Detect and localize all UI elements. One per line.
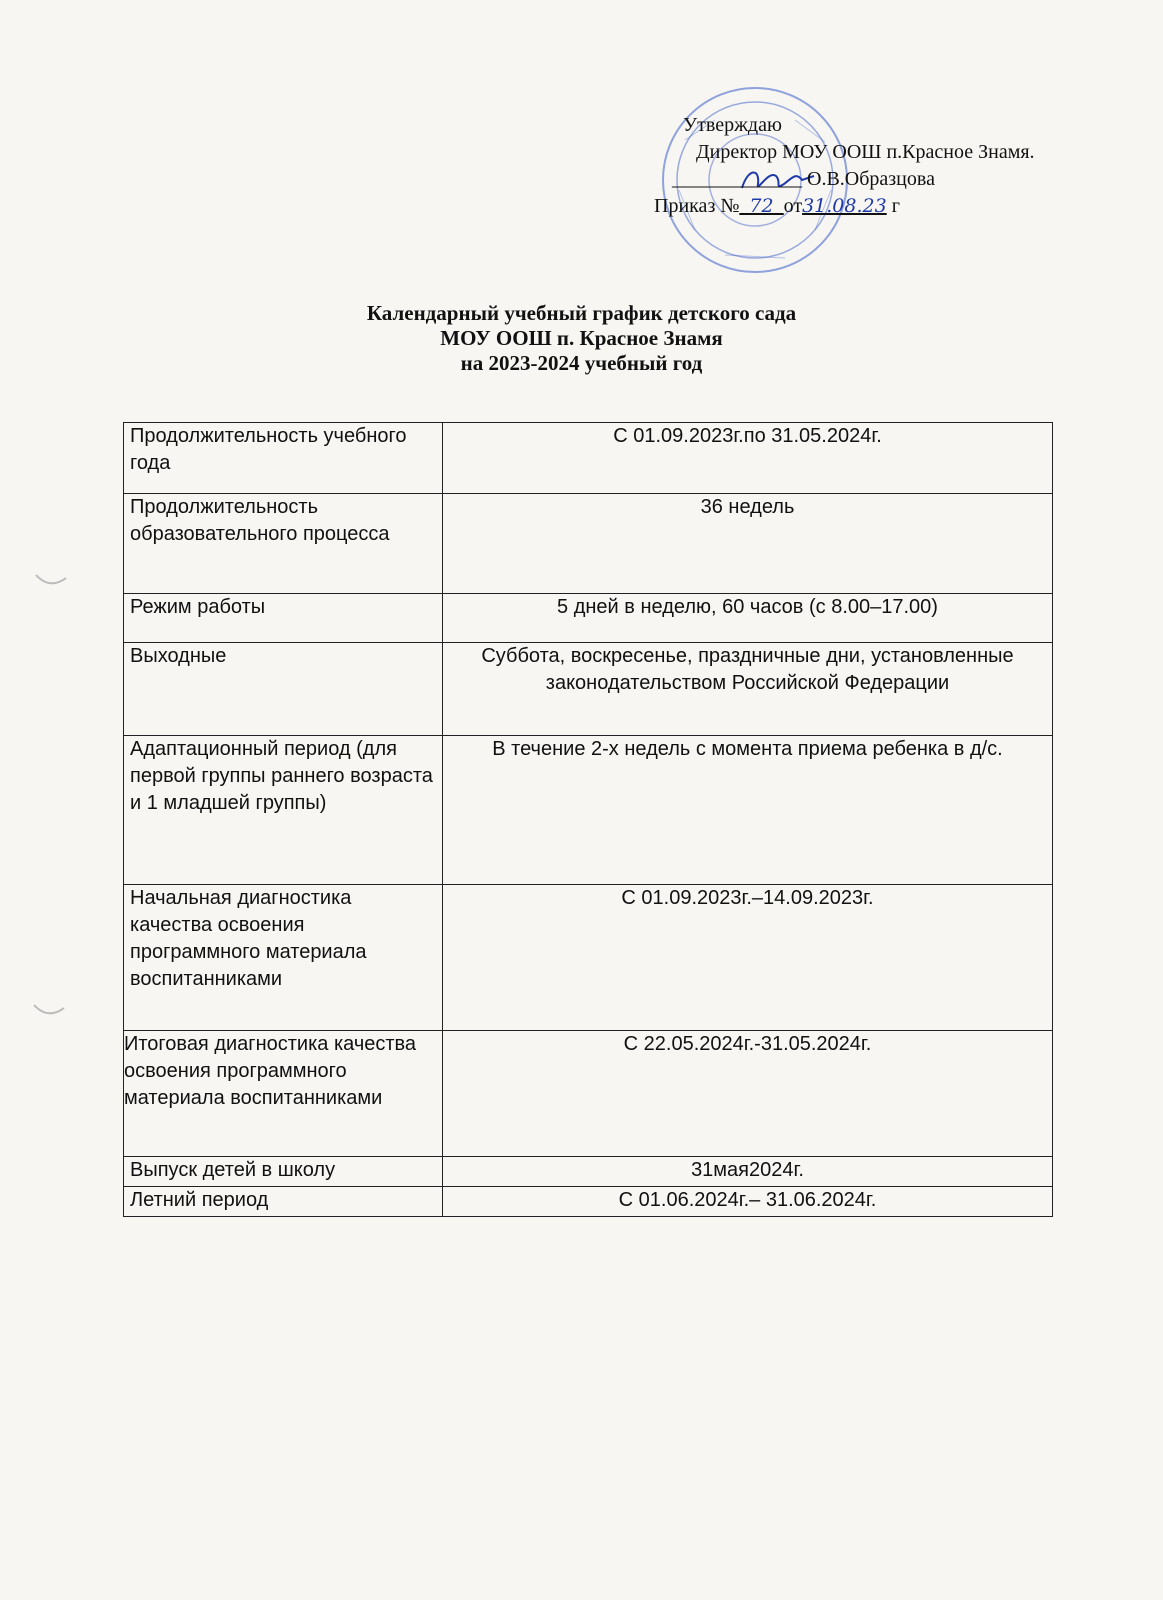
order-number: 72 — [749, 195, 774, 217]
order-suffix: г — [891, 195, 900, 217]
row-label: Итоговая диагностика качества освоения программного материала воспитанниками — [124, 1031, 443, 1157]
order-date: 31.08.23 — [802, 195, 887, 217]
row-value: 36 недель — [443, 494, 1053, 594]
row-label: Адаптационный период (для первой группы раннего возраста и 1 младшей группы) — [124, 736, 443, 885]
order-prefix: Приказ № — [654, 195, 740, 217]
signature-line: _____________ О.В.Образцова — [672, 168, 935, 190]
row-value: Суббота, воскресенье, праздничные дни, установленные законодательством Российской Федерации — [443, 643, 1053, 736]
row-value: С 22.05.2024г.-31.05.2024г. — [443, 1031, 1053, 1157]
order-line: Приказ №_72_от31.08.23 г — [654, 195, 900, 217]
row-label: Начальная диагностика качества освоения программного материала воспитанниками — [124, 885, 443, 1031]
row-label: Выходные — [124, 643, 443, 736]
row-label: Продолжительность образовательного процесса — [124, 494, 443, 594]
title-line-3: на 2023-2024 учебный год — [460, 351, 703, 375]
row-value: 31мая2024г. — [443, 1157, 1053, 1187]
row-value: С 01.09.2023г.–14.09.2023г. — [443, 885, 1053, 1031]
row-label: Выпуск детей в школу — [124, 1157, 443, 1187]
title-line-1: Календарный учебный график детского сада — [366, 301, 797, 325]
approval-heading: Утверждаю — [683, 114, 782, 136]
row-label: Режим работы — [124, 594, 443, 643]
row-value: 5 дней в неделю, 60 часов (с 8.00–17.00) — [443, 594, 1053, 643]
row-value: С 01.06.2024г.– 31.06.2024г. — [443, 1187, 1053, 1217]
row-value: В течение 2-х недель с момента приема ребенка в д/с. — [443, 736, 1053, 885]
row-value: С 01.09.2023г.по 31.05.2024г. — [443, 423, 1053, 494]
row-label: Летний период — [124, 1187, 443, 1217]
order-mid: от — [783, 195, 803, 217]
row-label: Продолжительность учебного года — [124, 423, 443, 494]
director-position: Директор МОУ ООШ п.Красное Знамя. — [696, 141, 1035, 163]
title-line-2: МОУ ООШ п. Красное Знамя — [440, 326, 723, 350]
